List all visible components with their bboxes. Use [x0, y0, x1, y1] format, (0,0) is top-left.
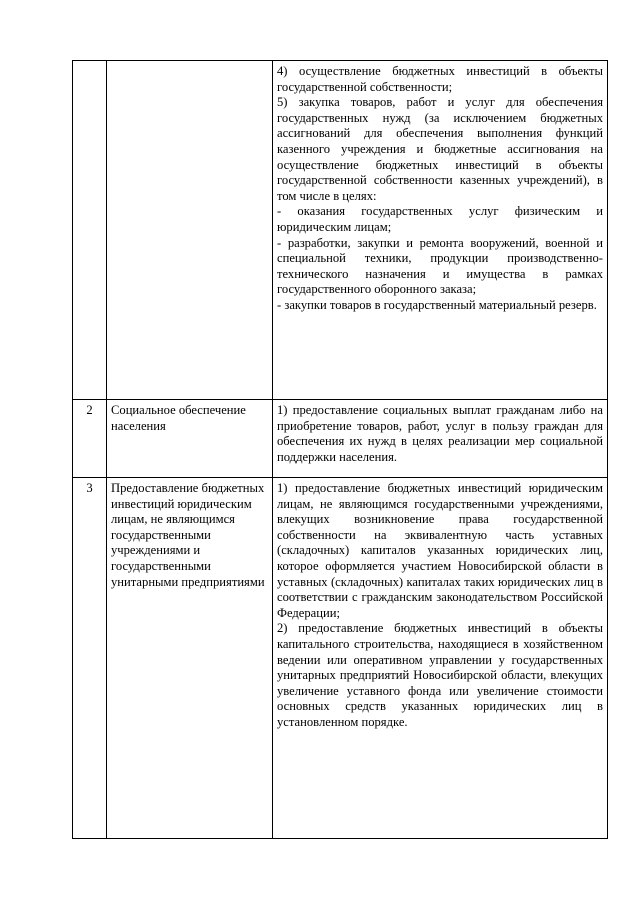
description-item: - закупки товаров в государственный материальный резерв.: [277, 297, 597, 312]
table-row: [73, 400, 608, 478]
description-item: 5) закупка товаров, работ и услуг для обеспечения государственных нужд (за исключением бюджетных ассигнований для обеспечения выполнения функций казенного учреждения и бюджетные ассигнования на осуществление бюджетных инвестиций в объекты государственной собственности казенных учреждений), в том числе в целях:: [277, 95, 603, 203]
row-description: [273, 400, 608, 478]
description-item: 1) предоставление социальных выплат гражданам либо на приобретение товаров, работ, услуг в пользу граждан для обеспечения их нужд в целях реализации мер социальной поддержки населения.: [277, 403, 603, 464]
row-name: Предоставление бюджетных инвестиций юридическим лицам, не являющимся государственными учреждениями и государственными унитарными предприятиями: [107, 478, 273, 839]
table-row: [73, 61, 608, 400]
row-description: [273, 61, 608, 400]
row-name: [107, 61, 273, 400]
description-item: 4) осуществление бюджетных инвестиций в объекты государственной собственности;: [277, 64, 603, 94]
row-number: 2: [73, 400, 107, 478]
row-number: [73, 61, 107, 400]
row-number: 3: [73, 478, 107, 839]
description-item: - разработки, закупки и ремонта вооружений, военной и специальной техники, продукции производственно-технического назначения и имущества в рамках государственного оборонного заказа;: [277, 235, 603, 297]
expenditure-table: [72, 60, 608, 839]
description-item: 2) предоставление бюджетных инвестиций в объекты капитального строительства, находящиеся в хозяйственном ведении или оперативном управлении у государственных унитарных предприятий Новосибирской области, влекущих увеличение уставного фонда или увеличение стоимости основных средств указанных юридических лиц в установленном порядке.: [277, 621, 603, 729]
description-item: 1) предоставление бюджетных инвестиций юридическим лицам, не являющимся государственными учреждениями, влекущих возникновение права государственной собственности на эквивалентную часть уставных (складочных) капиталов указанных юридических лиц, которое оформляется участием Новосибирской области в уставных (складочных) капиталах таких юридических лиц в соответствии с гражданским законодательством Российской Федерации;: [277, 481, 603, 620]
row-description: [273, 478, 608, 839]
table-row: [73, 478, 608, 839]
row-name: Социальное обеспечение населения: [107, 400, 273, 478]
description-item: - оказания государственных услуг физическим и юридическим лицам;: [277, 204, 603, 234]
